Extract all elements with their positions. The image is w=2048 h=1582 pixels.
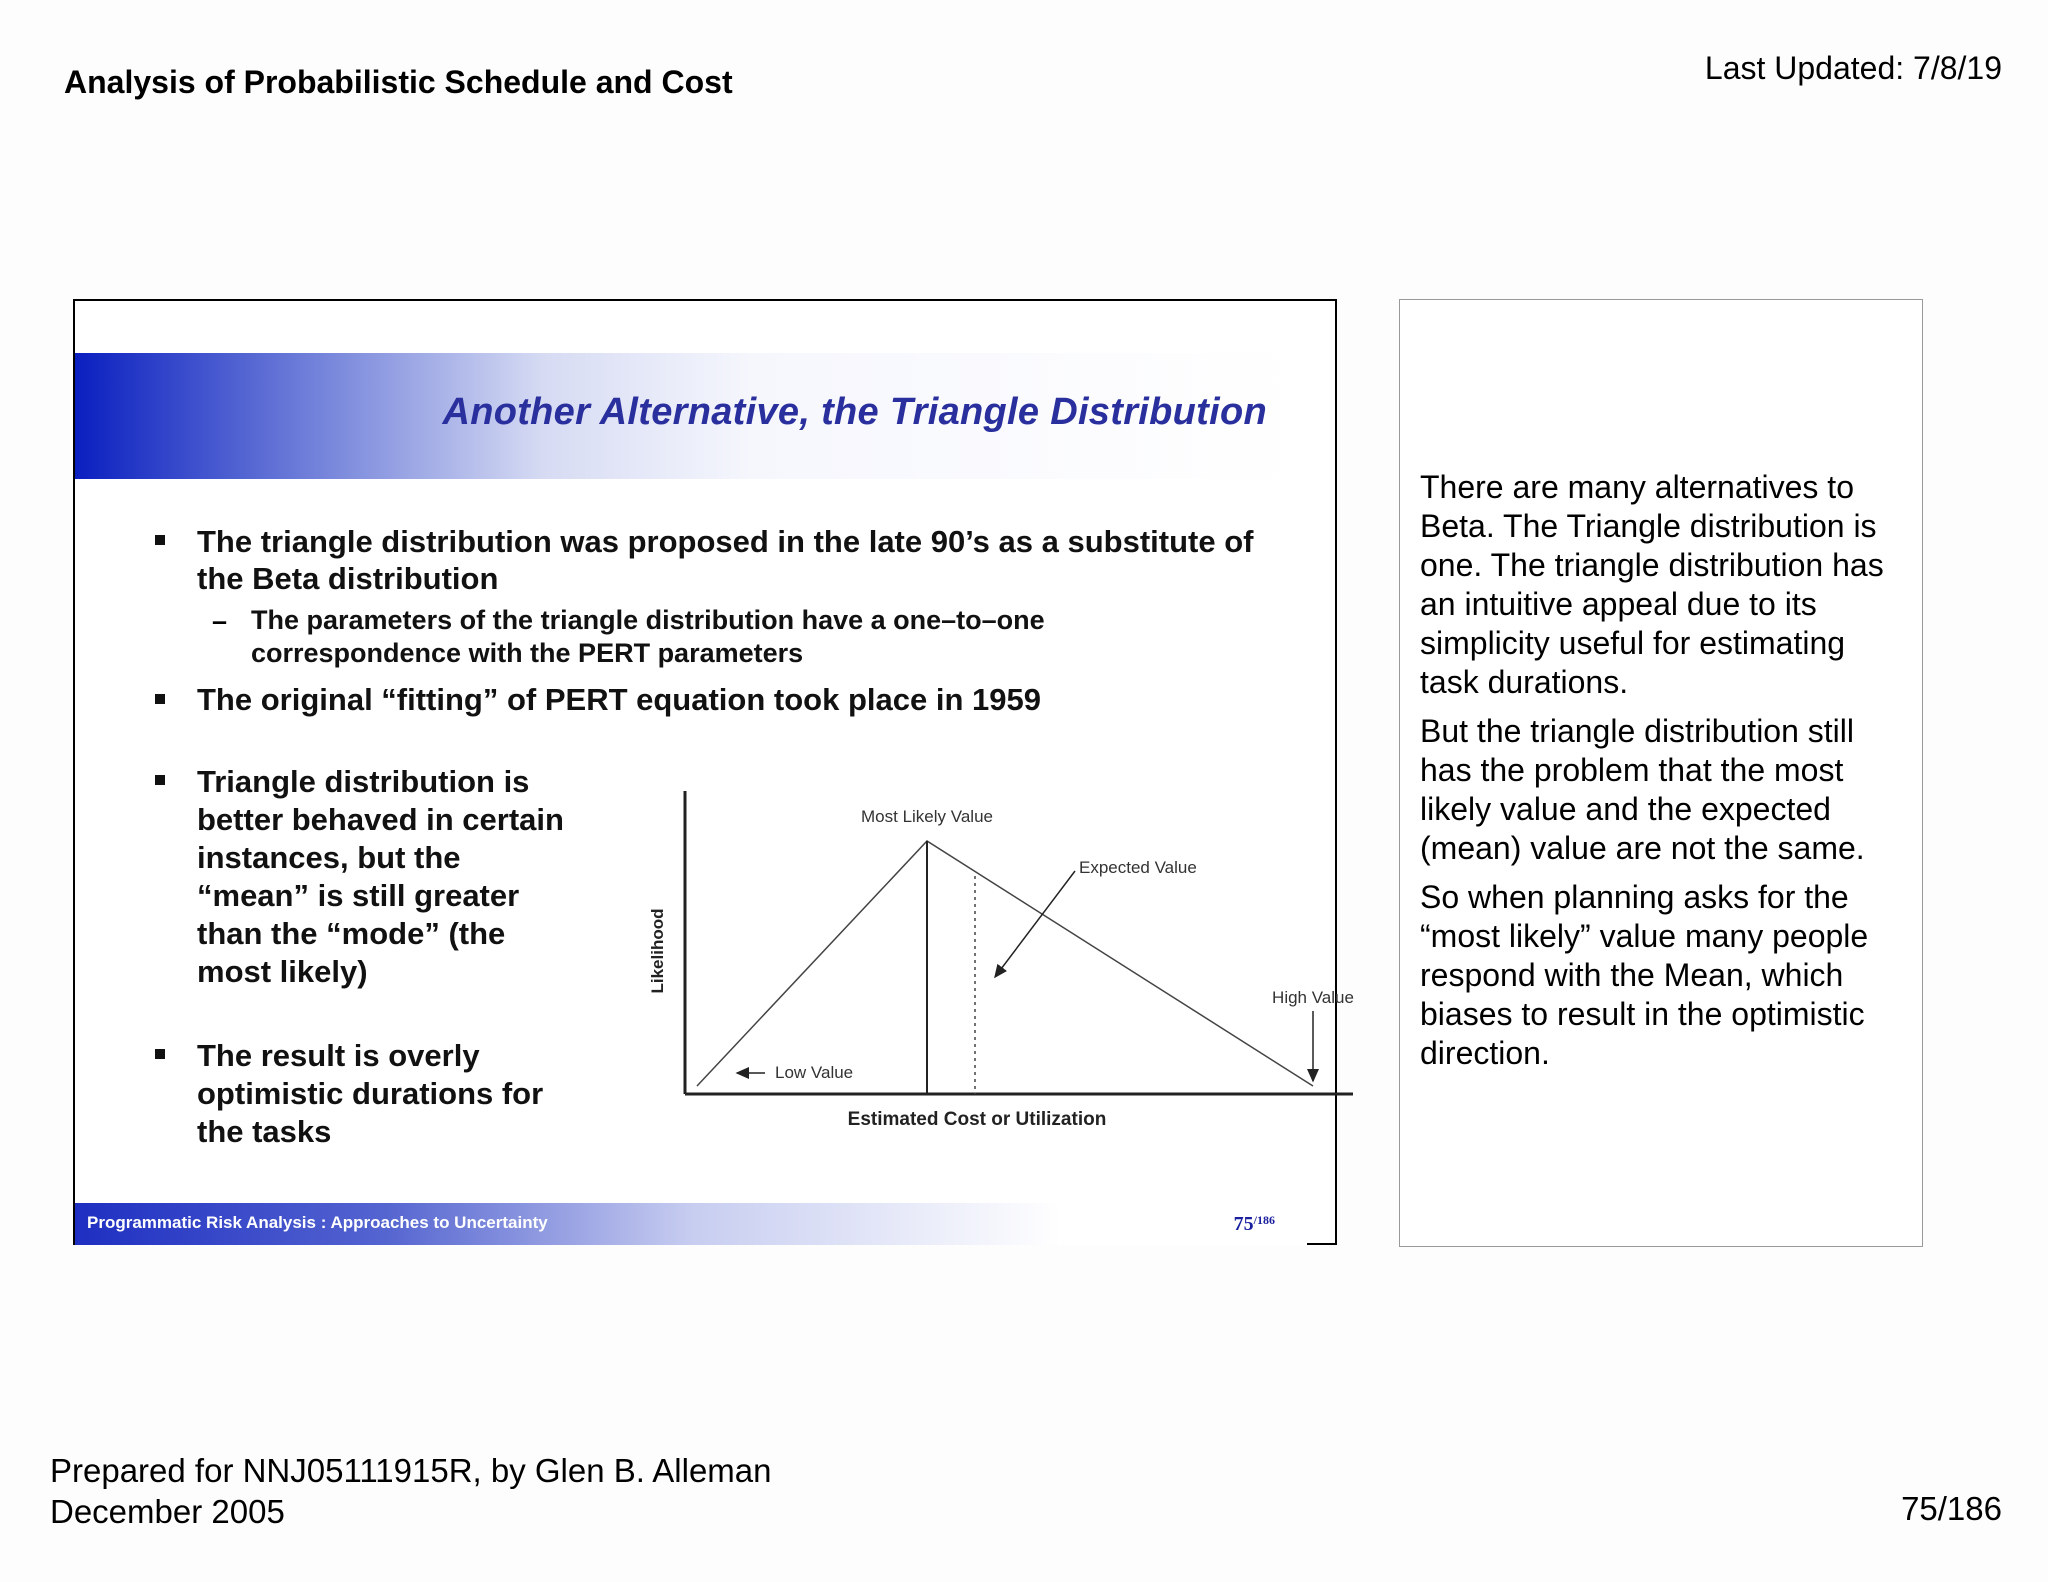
slide-page: 75 — [1233, 1213, 1254, 1235]
bullet-marker — [155, 694, 165, 704]
bullet-marker — [155, 775, 165, 785]
low-label: Low Value — [775, 1063, 854, 1082]
last-updated: Last Updated: 7/8/19 — [1704, 50, 2002, 86]
slide-title: Another Alternative, the Triangle Distribution — [442, 391, 1267, 433]
expected-arrow — [995, 871, 1075, 977]
notes-paragraph-3: So when planning asks for the “most likely” value many people respond with the Mean, which biases to result in the optimistic direction. — [1420, 879, 1869, 1071]
slide-sub-bullet: The parameters of the triangle distribution have a one–to–one correspondence with the PERT parameters — [251, 605, 1045, 668]
slide-footer-text: Programmatic Risk Analysis : Approaches to Uncertainty — [87, 1213, 548, 1232]
page-number: 75/186 — [1901, 1490, 2002, 1527]
slide-bullet-3: Triangle distribution is better behaved in certain instances, but the “mean” is still greater than the “mode” (the most likely) — [197, 764, 564, 989]
notes-panel — [1399, 299, 1923, 1247]
notes-body — [1420, 468, 1910, 1083]
most-likely-label: Most Likely Value — [861, 807, 993, 826]
slide-footer-band — [75, 1203, 1307, 1245]
high-label: High Value — [1272, 988, 1354, 1007]
slide-bullet-2: The original “fitting” of PERT equation took place in 1959 — [197, 682, 1041, 717]
triangle-distribution-diagram — [605, 781, 1354, 1191]
slide-bullet-1: The triangle distribution was proposed in the late 90’s as a substitute of the Beta distribution — [197, 524, 1254, 596]
slide-bullet-4: The result is overly optimistic durations for the tasks — [197, 1038, 544, 1149]
slide-title-banner — [75, 353, 1307, 479]
prepared-by — [50, 1450, 772, 1532]
notes-paragraph-1: There are many alternatives to Beta. The Triangle distribution is one. The triangle distribution has an intuitive appeal due to its simplicity useful for estimating task durations. — [1420, 469, 1884, 700]
notes-paragraph-2: But the triangle distribution still has the problem that the most likely value and the expected (mean) value are not the same. — [1420, 713, 1865, 866]
bullet-marker — [155, 535, 165, 545]
slide-number — [1234, 1213, 1275, 1236]
x-axis-label: Estimated Cost or Utilization — [847, 1109, 1107, 1130]
y-axis-label: Likelihood — [648, 908, 667, 994]
bullet-marker — [155, 1049, 165, 1059]
slide-image — [73, 299, 1354, 1245]
slide-page-total: /186 — [1253, 1213, 1275, 1227]
document-title: Analysis of Probabilistic Schedule and Cost — [64, 64, 733, 100]
prepared-line-2: December 2005 — [50, 1493, 285, 1530]
prepared-line-1: Prepared for NNJ05111915R, by Glen B. Alleman — [50, 1452, 772, 1489]
expected-label: Expected Value — [1079, 858, 1197, 877]
sub-bullet-dash: – — [212, 606, 228, 636]
